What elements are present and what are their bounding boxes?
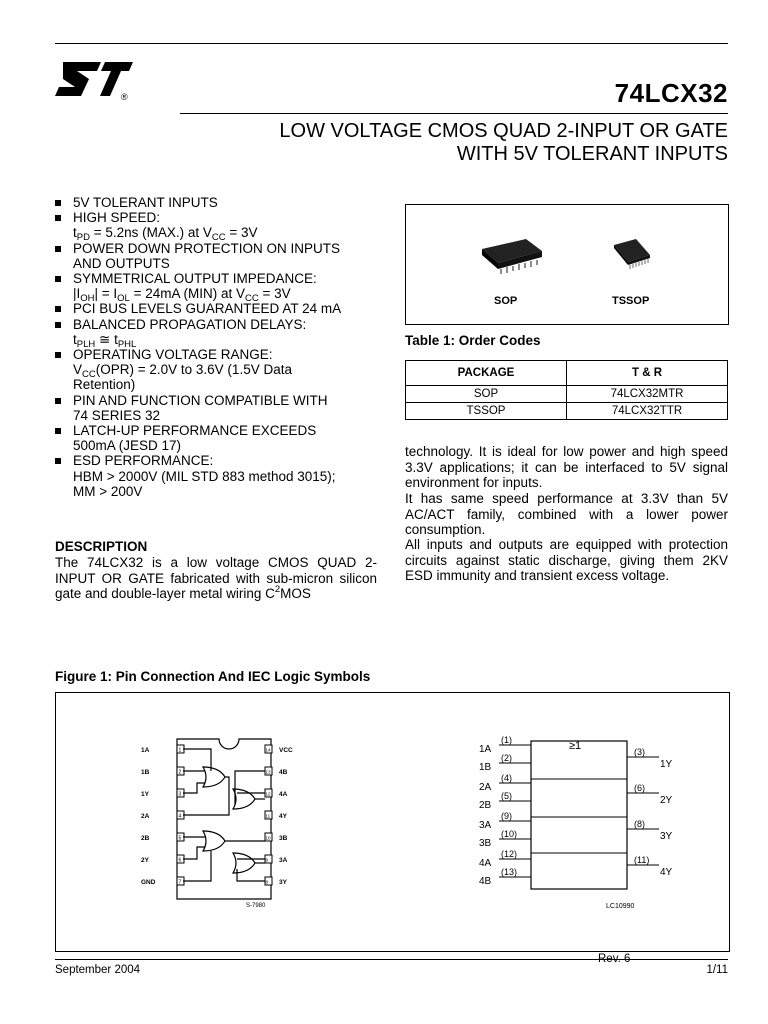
footer-revision: Rev. 6 bbox=[598, 953, 631, 965]
list-item: PCI BUS LEVELS GUARANTEED AT 24 mA bbox=[55, 301, 380, 316]
table-cell: SOP bbox=[406, 386, 567, 403]
iec-input-label: 1A bbox=[479, 744, 492, 755]
pin-label: VCC bbox=[279, 747, 293, 754]
pin-number: 10 bbox=[265, 835, 271, 841]
order-codes-table bbox=[405, 360, 728, 420]
pin-number: 1 bbox=[178, 747, 182, 754]
list-item: LATCH-UP PERFORMANCE EXCEEDS 500mA (JESD 17) bbox=[55, 423, 380, 453]
tssop-package-icon bbox=[606, 235, 656, 275]
list-item: POWER DOWN PROTECTION ON INPUTS AND OUTPUTS bbox=[55, 241, 380, 271]
part-number: 74LCX32 bbox=[614, 78, 728, 108]
list-item: 5V TOLERANT INPUTS bbox=[55, 195, 380, 210]
iec-input-pin: (4) bbox=[501, 773, 512, 783]
pin-label: 2B bbox=[141, 835, 150, 842]
list-item: PIN AND FUNCTION COMPATIBLE WITH 74 SERIES 32 bbox=[55, 393, 380, 423]
pin-number: 2 bbox=[178, 769, 182, 776]
description-paragraph-4: All inputs and outputs are equipped with protection circuits against static discharge, giving them 2KV ESD immunity and transient excess voltage. bbox=[405, 537, 728, 583]
pin-label: 1Y bbox=[141, 791, 149, 798]
table-header-row bbox=[406, 361, 728, 386]
table-row bbox=[406, 386, 728, 403]
pin-number: 8 bbox=[265, 879, 269, 885]
pin-number: 14 bbox=[265, 747, 271, 753]
column-header: PACKAGE bbox=[406, 361, 567, 386]
list-item: BALANCED PROPAGATION DELAYS: $t_{PLH}$ ≅ $t_{PHL}$ bbox=[55, 317, 380, 347]
pin-number: 12 bbox=[265, 791, 271, 797]
iec-input-pin: (9) bbox=[501, 811, 512, 821]
pin-label: 2A bbox=[141, 813, 150, 820]
feature-list bbox=[55, 195, 380, 499]
description-paragraph-2: technology. It is ideal for low power and high speed 3.3V applications; it can be interfaced to 5V signal environment for inputs. bbox=[405, 444, 728, 490]
list-item: ESD PERFORMANCE: HBM > 2000V (MIL STD 883 method 3015); MM > 200V bbox=[55, 453, 380, 499]
pin-label: 1B bbox=[141, 769, 150, 776]
iec-input-pin: (1) bbox=[501, 735, 512, 745]
iec-or-symbol: ≥1 bbox=[569, 740, 582, 752]
description-paragraph-1: The 74LCX32 is a low voltage CMOS QUAD 2-INPUT OR GATE fabricated with sub-micron silicon gate and double-layer metal wiring $C^2MOS$ bbox=[55, 555, 377, 601]
iec-input-label: 2A bbox=[479, 782, 492, 793]
table-caption: Table 1: Order Codes bbox=[405, 333, 541, 348]
iec-output-label: 1Y bbox=[660, 759, 673, 770]
pin-number: 7 bbox=[178, 879, 182, 886]
title-line-1: LOW VOLTAGE CMOS QUAD 2-INPUT OR GATE bbox=[279, 120, 728, 142]
table-cell: 74LCX32MTR bbox=[567, 386, 728, 403]
figure-frame bbox=[55, 692, 730, 952]
iec-input-pin: (10) bbox=[501, 829, 518, 839]
pin-number: 13 bbox=[265, 769, 271, 775]
iec-code: LC10990 bbox=[606, 903, 635, 910]
figure-caption: Figure 1: Pin Connection And IEC Logic Symbols bbox=[55, 669, 371, 684]
pin-label: 1A bbox=[141, 747, 150, 754]
iec-output-pin: (6) bbox=[634, 783, 645, 793]
iec-output-label: 2Y bbox=[660, 795, 673, 806]
title-rule bbox=[180, 113, 728, 114]
iec-output-pin: (11) bbox=[634, 855, 650, 865]
iec-input-pin: (12) bbox=[501, 849, 518, 859]
pin-number: 11 bbox=[265, 813, 271, 819]
iec-input-label: 3A bbox=[479, 820, 492, 831]
package-illustration bbox=[405, 204, 729, 325]
iec-logic-symbol bbox=[471, 731, 671, 911]
pin-number: 4 bbox=[178, 813, 182, 820]
pin-label: 3A bbox=[279, 857, 288, 864]
pin-label: 4A bbox=[279, 791, 288, 798]
pin-label: 4Y bbox=[279, 813, 287, 820]
iec-input-label: 4A bbox=[479, 858, 492, 869]
tssop-label: TSSOP bbox=[612, 295, 650, 307]
table-row bbox=[406, 403, 728, 420]
pin-connection-diagram bbox=[141, 731, 321, 911]
pin-label: 3B bbox=[279, 835, 288, 842]
iec-output-label: 3Y bbox=[660, 831, 673, 842]
list-item: HIGH SPEED: $t_{PD} = 5.2ns$ (MAX.) at $V_{CC} = 3V$ bbox=[55, 210, 380, 240]
iec-input-label: 1B bbox=[479, 762, 492, 773]
description-heading: DESCRIPTION bbox=[55, 539, 148, 554]
dip-code: S-7980 bbox=[246, 903, 266, 909]
iec-output-label: 4Y bbox=[660, 867, 673, 878]
top-rule bbox=[55, 43, 728, 44]
table-cell: 74LCX32TTR bbox=[567, 403, 728, 420]
pin-number: 9 bbox=[265, 857, 269, 863]
iec-input-label: 2B bbox=[479, 800, 492, 811]
footer-page: 1/11 bbox=[706, 964, 728, 976]
footer-date: September 2004 bbox=[55, 964, 141, 976]
title-line-2: WITH 5V TOLERANT INPUTS bbox=[456, 143, 728, 165]
list-item: OPERATING VOLTAGE RANGE: $V_{CC}(OPR) = 2.0V$ to 3.6V (1.5V Data Retention) bbox=[55, 347, 380, 393]
iec-input-label: 3B bbox=[479, 838, 492, 849]
iec-input-pin: (13) bbox=[501, 867, 518, 877]
table-cell: TSSOP bbox=[406, 403, 567, 420]
pin-number: 6 bbox=[178, 857, 182, 864]
pin-label: 2Y bbox=[141, 857, 149, 864]
pin-label: 4B bbox=[279, 769, 288, 776]
column-header: T & R bbox=[567, 361, 728, 386]
iec-input-label: 4B bbox=[479, 876, 492, 887]
iec-output-pin: (8) bbox=[634, 819, 645, 829]
description-paragraph-3: It has same speed performance at 3.3V than 5V AC/ACT family, combined with a lower power consumption. bbox=[405, 491, 728, 537]
sop-label: SOP bbox=[494, 295, 518, 307]
registered-mark: ® bbox=[121, 92, 128, 102]
iec-output-pin: (3) bbox=[634, 747, 645, 757]
page-title bbox=[279, 120, 728, 166]
iec-input-pin: (2) bbox=[501, 753, 512, 763]
iec-input-pin: (5) bbox=[501, 791, 512, 801]
pin-label: 3Y bbox=[279, 879, 287, 886]
list-item: SYMMETRICAL OUTPUT IMPEDANCE: $|I_{OH}| = I_{OL} = 24mA$ (MIN) at $V_{CC} = 3V$ bbox=[55, 271, 380, 301]
pin-number: 3 bbox=[178, 791, 182, 798]
pin-number: 5 bbox=[178, 835, 182, 842]
pin-label: GND bbox=[141, 879, 156, 886]
sop-package-icon bbox=[476, 235, 546, 277]
